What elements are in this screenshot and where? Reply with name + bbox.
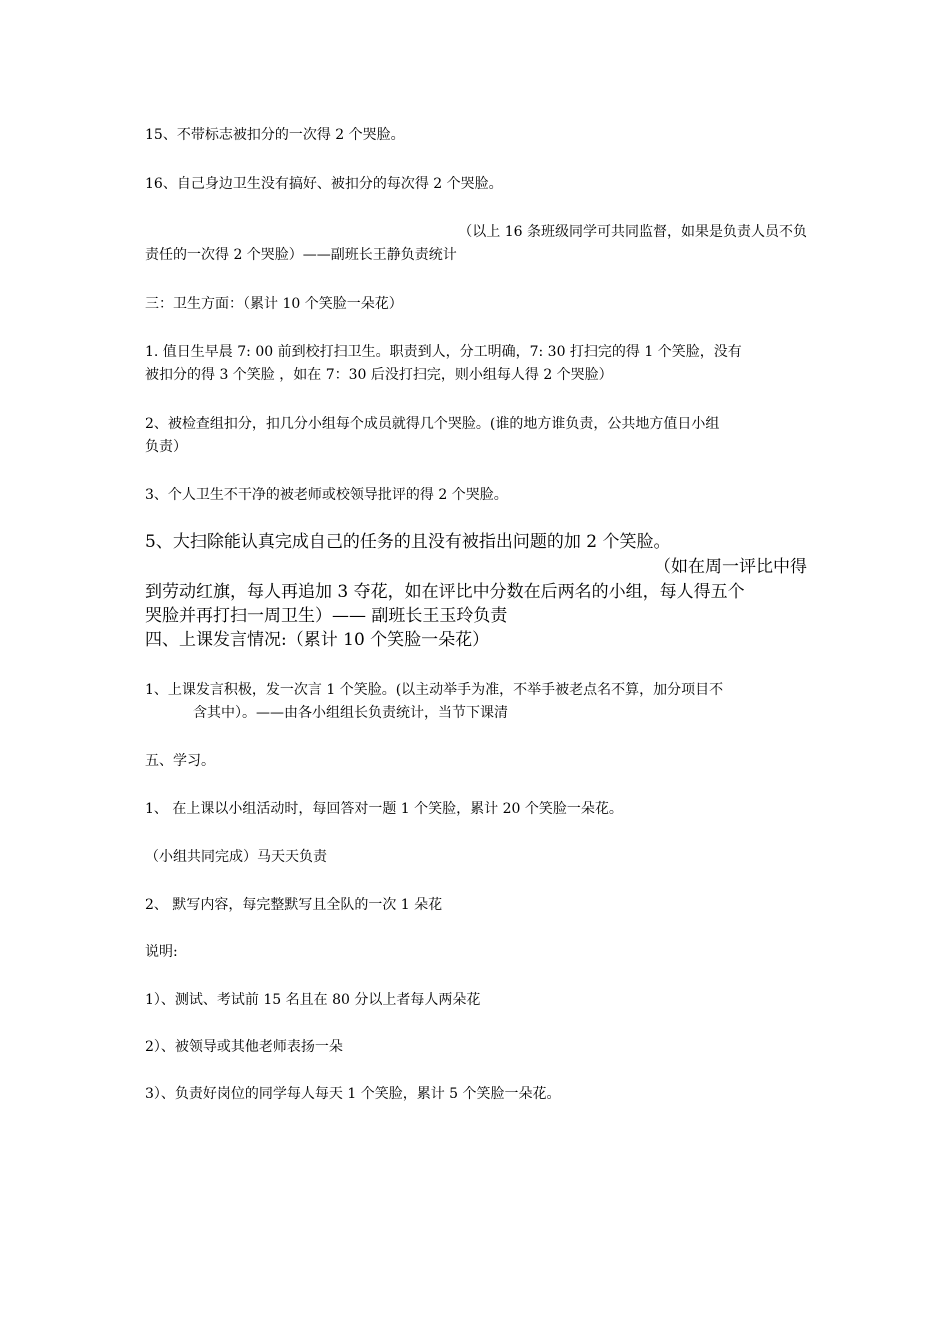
hygiene-rule-5-note-line1: （如在周一评比中得 [654, 557, 807, 577]
study-rule-1-note: （小组共同完成）马天天负责 [145, 849, 327, 865]
rule-16-note-line2: 责任的一次得 2 个哭脸）——副班长王静负责统计 [145, 247, 457, 263]
section-3-heading: 三：卫生方面：（累计 10 个笑脸一朵花） [145, 296, 403, 312]
hygiene-rule-2-line2: 负责） [145, 439, 187, 455]
explanation-item-3: 3）、负责好岗位的同学每人每天 1 个笑脸，累计 5 个笑脸一朵花。 [145, 1086, 561, 1102]
hygiene-rule-5-note-line2: 到劳动红旗，每人再追加 3 夺花，如在评比中分数在后两名的小组，每人得五个 [145, 582, 745, 602]
study-rule-1: 1、 在上课以小组活动时，每回答对一题 1 个笑脸，累计 20 个笑脸一朵花。 [145, 801, 623, 817]
speech-rule-1-line1: 1、上课发言积极，发一次言 1 个笑脸。(以主动举手为准，不举手被老点名不算，加分项目不 [145, 682, 724, 698]
rule-15: 15、不带标志被扣分的一次得 2 个哭脸。 [145, 127, 405, 143]
hygiene-rule-5: 5、大扫除能认真完成自己的任务的且没有被指出问题的加 2 个笑脸。 [145, 532, 671, 552]
hygiene-rule-1-line2: 被扣分的得 3 个笑脸 ，如在 7：30 后没打扫完，则小组每人得 2 个哭脸） [145, 367, 613, 383]
hygiene-rule-5-note-line3: 哭脸并再打扫一周卫生）—— 副班长王玉玲负责 [145, 606, 508, 626]
hygiene-rule-2-line1: 2、被检查组扣分，扣几分小组每个成员就得几个哭脸。(谁的地方谁负责，公共地方值日小组 [145, 416, 720, 432]
speech-rule-1-line2-text: 含其中）。——由各小组组长负责统计，当节下课清 [193, 705, 508, 721]
hygiene-rule-1-line1: 1. 值日生早晨 7: 00 前到校打扫卫生。职责到人，分工明确，7: 30 打扫完的得 1 个笑脸，没有 [145, 344, 742, 360]
rule-16-note-line1: （以上 16 条班级同学可共同监督，如果是负责人员不负 [458, 224, 807, 240]
rule-16: 16、自己身边卫生没有搞好、被扣分的每次得 2 个哭脸。 [145, 176, 503, 192]
speech-rule-1-line2 [145, 702, 807, 725]
explanation-item-2: 2）、被领导或其他老师表扬一朵 [145, 1039, 343, 1055]
explanation-heading: 说明: [145, 944, 178, 960]
section-5-heading: 五、学习。 [145, 753, 215, 769]
section-4-heading: 四、上课发言情况:（累计 10 个笑脸一朵花） [145, 630, 490, 650]
hygiene-rule-3: 3、个人卫生不干净的被老师或校领导批评的得 2 个哭脸。 [145, 487, 508, 503]
study-rule-2: 2、 默写内容，每完整默写且全队的一次 1 朵花 [145, 897, 443, 913]
explanation-item-1: 1）、测试、考试前 15 名且在 80 分以上者每人两朵花 [145, 992, 481, 1008]
